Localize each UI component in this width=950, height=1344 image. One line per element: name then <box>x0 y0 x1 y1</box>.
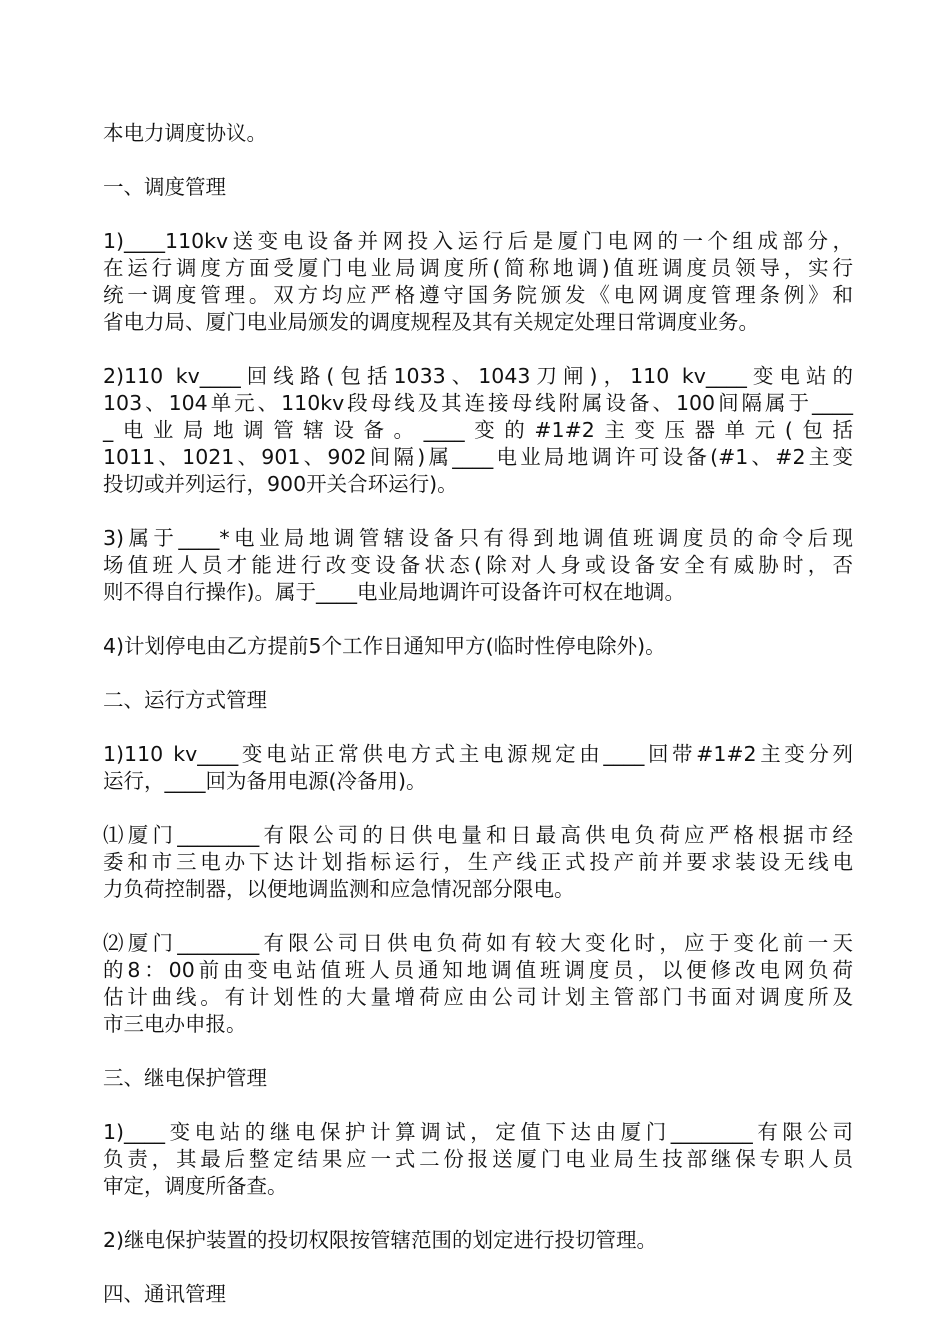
paragraph-dispatch-1 <box>103 228 853 336</box>
text-line: 1)____变电站的继电保护计算调试，定值下达由厦门________有限公司 <box>103 1120 853 1144</box>
paragraph-dispatch-4 <box>103 633 853 660</box>
paragraph-dispatch-3 <box>103 525 853 606</box>
section-heading-communication <box>103 1281 853 1308</box>
text-line: 本电力调度协议。 <box>103 121 267 145</box>
text-line: 1011、1021、901、902间隔)属____电业局地调许可设备(#1、#2主变 <box>103 445 853 469</box>
text-line: 1)110 kv____变电站正常供电方式主电源规定由____回带#1#2主变分列 <box>103 742 853 766</box>
text-line: 四、通讯管理 <box>103 1282 226 1306</box>
paragraph-dispatch-2 <box>103 363 853 498</box>
text-line: _电业局地调管辖设备。____变的#1#2主变压器单元(包括 <box>103 418 853 442</box>
intro-line <box>103 120 853 147</box>
text-line: 负责，其最后整定结果应一式二份报送厦门电业局生技部继保专职人员 <box>103 1147 853 1171</box>
text-line: 2)继电保护装置的投切权限按管辖范围的划定进行投切管理。 <box>103 1228 658 1252</box>
text-line: ⑵厦门________有限公司日供电负荷如有较大变化时，应于变化前一天 <box>103 931 853 955</box>
text-line: 估计曲线。有计划性的大量增荷应由公司计划主管部门书面对调度所及 <box>103 985 853 1009</box>
text-line: 3)属于____*电业局地调管辖设备只有得到地调值班调度员的命令后现 <box>103 526 853 550</box>
text-line: 委和市三电办下达计划指标运行，生产线正式投产前并要求装设无线电 <box>103 850 853 874</box>
text-line: 审定，调度所备查。 <box>103 1174 288 1198</box>
text-line: 103、104单元、110kv段母线及其连接母线附属设备、100间隔属于____ <box>103 391 853 415</box>
text-line: 二、运行方式管理 <box>103 688 267 712</box>
paragraph-operation-1b <box>103 930 853 1038</box>
text-line: 省电力局、厦门电业局颁发的调度规程及其有关规定处理日常调度业务。 <box>103 310 759 334</box>
section-heading-relay <box>103 1065 853 1092</box>
text-line: ⑴厦门________有限公司的日供电量和日最高供电负荷应严格根据市经 <box>103 823 853 847</box>
paragraph-relay-2 <box>103 1227 853 1254</box>
document-page <box>103 120 853 1335</box>
text-line: 投切或并列运行，900开关合环运行)。 <box>103 472 458 496</box>
text-line: 1)____110kv送变电设备并网投入运行后是厦门电网的一个组成部分， <box>103 229 853 253</box>
text-line: 4)计划停电由乙方提前5个工作日通知甲方(临时性停电除外)。 <box>103 634 666 658</box>
text-line: 统一调度管理。双方均应严格遵守国务院颁发《电网调度管理条例》和 <box>103 283 853 307</box>
paragraph-relay-1 <box>103 1119 853 1200</box>
text-line: 的8：00前由变电站值班人员通知地调值班调度员，以便修改电网负荷 <box>103 958 853 982</box>
text-line: 力负荷控制器，以便地调监测和应急情况部分限电。 <box>103 877 575 901</box>
section-heading-operation <box>103 687 853 714</box>
text-line: 2)110 kv____回线路(包括1033、1043刀闸)，110 kv____变电站的 <box>103 364 853 388</box>
text-line: 场值班人员才能进行改变设备状态(除对人身或设备安全有威胁时，否 <box>103 553 853 577</box>
text-line: 运行，____回为备用电源(冷备用)。 <box>103 769 427 793</box>
text-line: 市三电办申报。 <box>103 1012 247 1036</box>
section-heading-dispatch <box>103 174 853 201</box>
text-line: 三、继电保护管理 <box>103 1066 267 1090</box>
text-line: 一、调度管理 <box>103 175 226 199</box>
paragraph-operation-1a <box>103 822 853 903</box>
text-line: 在运行调度方面受厦门电业局调度所(简称地调)值班调度员领导，实行 <box>103 256 853 280</box>
text-line: 则不得自行操作)。属于____电业局地调许可设备许可权在地调。 <box>103 580 685 604</box>
paragraph-operation-1 <box>103 741 853 795</box>
